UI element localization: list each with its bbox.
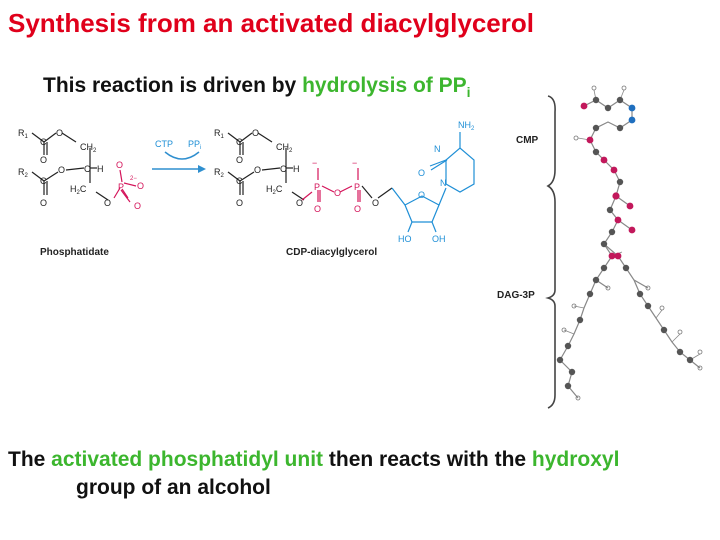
svg-text:C: C [40, 137, 47, 147]
svg-text:O: O [134, 201, 142, 211]
svg-text:P: P [118, 182, 125, 192]
svg-text:OH: OH [432, 234, 446, 244]
svg-text:C: C [236, 137, 243, 147]
bottom-part2: then reacts with the [323, 448, 532, 471]
bottom-highlight-hydroxyl: hydroxyl [531, 448, 620, 471]
svg-text:O: O [58, 165, 66, 175]
molecule-brace [497, 96, 555, 408]
label-dag3p: DAG-3P [497, 290, 535, 301]
bottom-highlight-activated: activated phosphatidyl unit [51, 448, 324, 471]
svg-text:R2: $R_2$ [214, 167, 224, 179]
label-cdp-diacylglycerol: CDP-diacylglycerol [286, 247, 378, 258]
svg-text:O: O [40, 155, 48, 165]
svg-text:O: O [254, 165, 262, 175]
svg-text:O: O [418, 190, 426, 200]
label-ctp: CTP [155, 139, 173, 149]
svg-text:CH2: $CH_2$ [80, 142, 97, 154]
svg-text:HO: HO [398, 234, 412, 244]
svg-text:O: O [296, 198, 304, 208]
svg-text:O: O [104, 198, 112, 208]
reaction-arrow [152, 139, 206, 173]
svg-text:O: O [40, 198, 48, 208]
svg-text:O: O [314, 204, 322, 214]
label-cmp: CMP [516, 135, 539, 146]
svg-text:P: P [314, 182, 321, 192]
cdp-diacylglycerol-structure [214, 120, 475, 258]
svg-text:O: O [334, 188, 342, 198]
svg-text:H2C: $H_2C$ [70, 184, 87, 196]
subtitle-highlight-text: hydrolysis of PP [302, 74, 467, 97]
svg-text:C: C [280, 164, 287, 174]
svg-text:R1: $R_1$ [214, 128, 224, 140]
ball-and-stick-model [557, 86, 702, 400]
subtitle-subscript: i [466, 84, 471, 101]
svg-text:O: O [354, 204, 362, 214]
bottom-line2: group of an alcohol [76, 476, 271, 499]
svg-text:CH2: $CH_2$ [276, 142, 293, 154]
label-ppi: $PP_i$ [188, 139, 202, 151]
label-phosphatidate: Phosphatidate [40, 247, 109, 258]
svg-text:C: C [236, 176, 243, 186]
bottom-part1: The [8, 448, 52, 471]
svg-text:O: O [236, 155, 244, 165]
svg-text:N: N [434, 144, 441, 154]
svg-text:R2: $R_2$ [18, 167, 28, 179]
svg-text:H2C: $H_2C$ [266, 184, 283, 196]
slide-title: Synthesis from an activated diacylglycerol [8, 8, 534, 38]
svg-text:−: − [312, 158, 318, 168]
svg-text:R1: $R_1$ [18, 128, 28, 140]
subtitle-prefix: This reaction is driven by [43, 74, 303, 97]
svg-text:C: C [40, 176, 47, 186]
svg-text:O: O [252, 128, 260, 138]
svg-text:2−: 2− [130, 176, 137, 182]
svg-text:NH2: $NH_2$ [458, 120, 475, 132]
svg-text:H: H [293, 164, 300, 174]
svg-text:P: P [354, 182, 361, 192]
svg-text:C: C [84, 164, 91, 174]
svg-text:H: H [97, 164, 104, 174]
phosphatidate-structure [18, 128, 144, 258]
svg-text:N: N [440, 178, 447, 188]
svg-text:−: − [352, 158, 358, 168]
svg-text:O: O [56, 128, 64, 138]
svg-text:O: O [236, 198, 244, 208]
svg-text:O: O [372, 198, 380, 208]
svg-text:O: O [137, 181, 145, 191]
svg-text:O: O [418, 168, 426, 178]
bottom-text [8, 446, 720, 502]
svg-text:O: O [116, 160, 124, 170]
